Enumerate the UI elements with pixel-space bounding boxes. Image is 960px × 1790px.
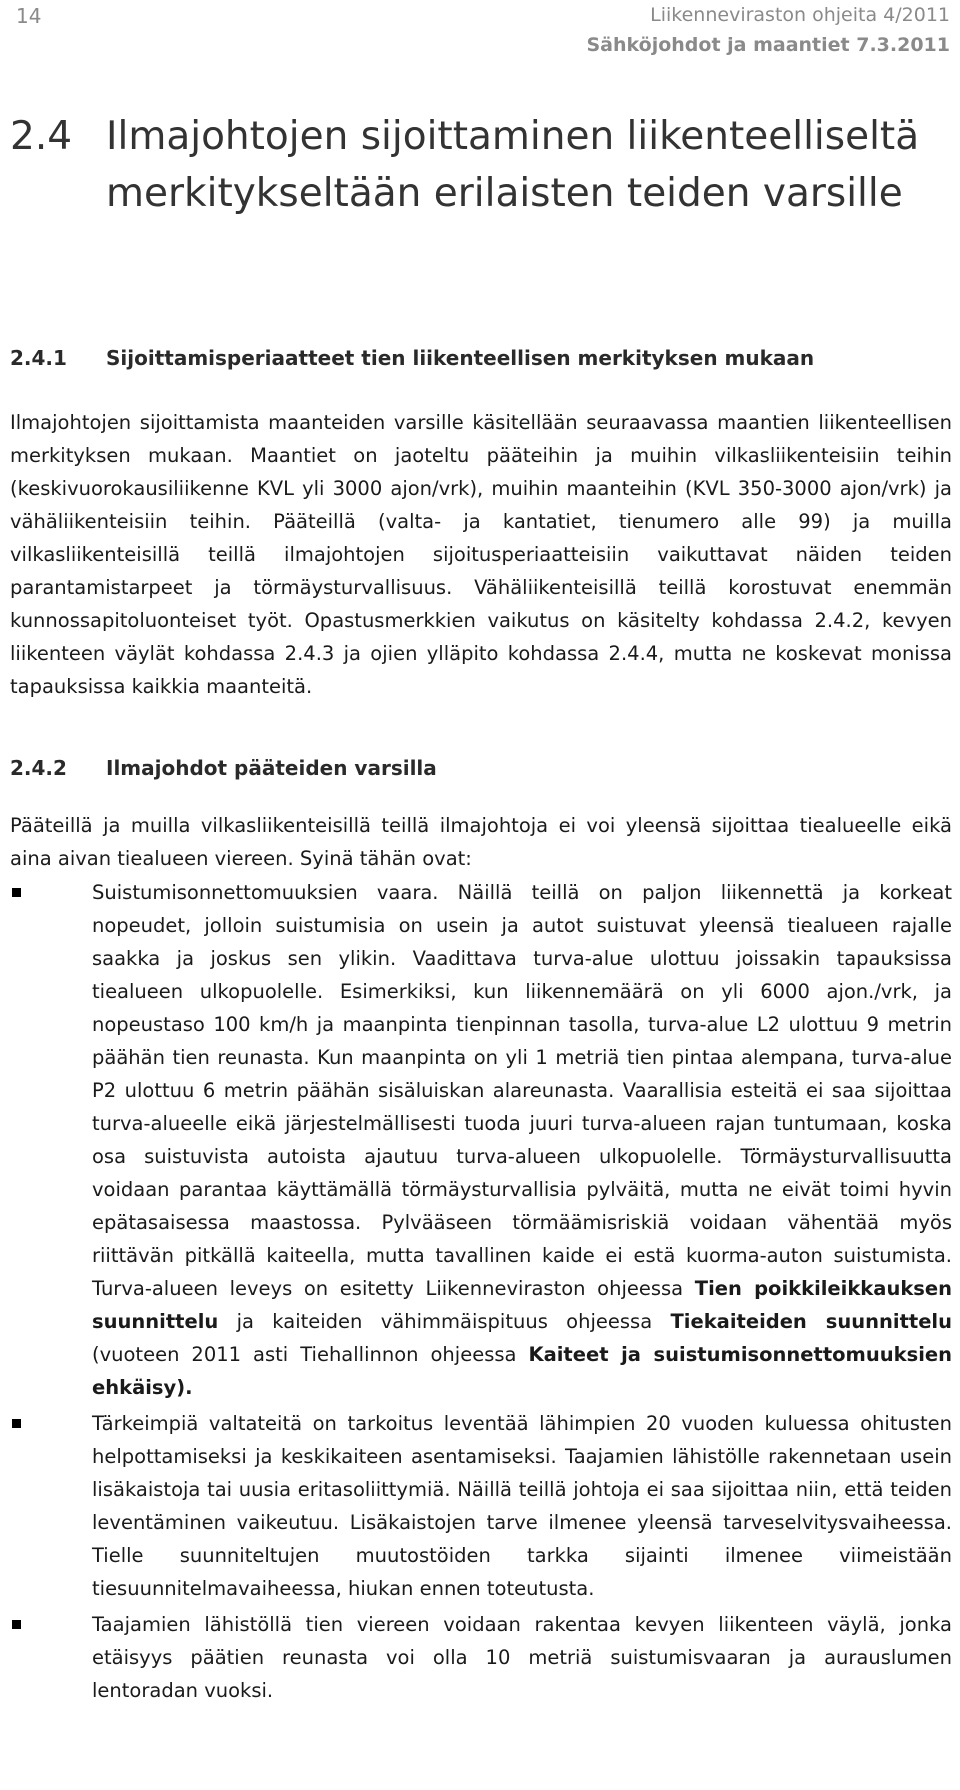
subsection-number: 2.4.2 (10, 756, 67, 780)
publication-title: Liikenneviraston ohjeita 4/2011 (650, 4, 950, 26)
section-number: 2.4 (10, 114, 73, 159)
section-heading (10, 108, 950, 222)
subsection-title: Sijoittamisperiaatteet tien liikenteellisen merkityksen mukaan (106, 346, 815, 370)
paragraph-principles: Ilmajohtojen sijoittamista maanteiden varsille käsitellään seuraavassa maantien liikenteellisen merkityksen mukaan. Maantiet on jaoteltu pääteihin ja muihin vilkasliikenteisiin teihin (keskivuorokausiliikenne KVL yli 3000 ajon/vrk), muihin maanteihin (KVL 350-3000 ajon/vrk) ja vähäliikenteisiin teihin. Pääteillä (valta- ja kantatiet, tienumero alle 99) ja muilla vilkasliikenteisillä teillä ilmajohtojen sijoitusperiaatteisiin vaikuttavat näiden teiden parantamistarpeet ja törmäysturvallisuus. Vähäliikenteisillä teillä korostuvat enemmän kunnossapitoluonteiset työt. Opastusmerkkien vaikutus on käsitelty kohdassa 2.4.2, kevyen liikenteen väylät kohdassa 2.4.3 ja ojien ylläpito kohdassa 2.4.4, mutta ne koskevat monissa tapauksissa kaikkia maanteitä. (10, 411, 952, 698)
bullet-text: (vuoteen 2011 asti Tiehallinnon ohjeessa (92, 1343, 529, 1366)
bullet-square-icon (12, 888, 21, 897)
bullet-text: Tärkeimpiä valtateitä on tarkoitus leventää lähimpien 20 vuoden kuluessa ohitusten helpottamiseksi ja keskikaiteen asentamiseksi. Taajamien lähistölle rakennetaan usein lisäkaistoja tai uusia eritasoliittymiä. Näillä teillä johtoja ei saa sijoittaa niin, että teiden leventäminen vaikeutuu. Lisäkaistojen tarve ilmenee yleensä tarveselvitysvaiheessa. Tielle suunniteltujen muutostöiden tarkka sijainti ilmenee viimeistään tiesuunnitelmavaiheessa, hiukan ennen toteutusta. (92, 1412, 952, 1600)
reasons-list (10, 876, 952, 1710)
bullet-text: Suistumisonnettomuuksien vaara. Näillä teillä on paljon liikennettä ja korkeat nopeudet, jolloin suistumisia on usein ja autot suistuvat yleensä tiealueen rajalle saakka ja joskus sen ylikin. Vaadittava turva-alue ulottuu joissakin tapauksissa tiealueen ulkopuolelle. Esimerkiksi, kun liikennemäärä on yli 6000 ajon./vrk, ja nopeustaso 100 km/h ja maanpinta tienpinnan tasolla, turva-alue L2 ulottuu 9 metrin päähän tien reunasta. Kun maanpinta on yli 1 metriä tien pintaa alempana, turva-alue P2 ulottuu 6 metrin päähän sisäluiskan alareunasta. Vaarallisia esteitä ei saa sijoittaa turva-alueelle eikä järjestelmällisesti tuoda juuri turva-alueen rajan tuntumaan, koska osa suistuvista autoista ajautuu turva-alueen ulkopuolelle. Törmäysturvallisuutta voidaan parantaa käyttämällä törmäysturvallisia pylväitä, mutta ne eivät toimi hyvin epätasaisessa maastossa. Pylvääseen törmäämisriskiä voidaan vähentää myös riittävän pitkällä kaiteella, mutta tavallinen kaide ei estä kuorma-auton suistumista. Turva-alueen leveys on esitetty Liikenneviraston ohjeessa (92, 881, 952, 1300)
bullet-square-icon (12, 1620, 21, 1629)
bullet-text: Taajamien lähistöllä tien viereen voidaan rakentaa kevyen liikenteen väylä, jonka etäisyys päätien reunasta voi olla 10 metriä suistumisvaaran ja aurauslumen lentoradan vuoksi. (92, 1613, 952, 1702)
publication-subtitle: Sähköjohdot ja maantiet 7.3.2011 (586, 34, 950, 56)
reference-title: Kaiteet ja suistumisonnettomuuksien ehkäisy). (92, 1343, 952, 1399)
reference-title: Tien poikkileikkauksen suunnittelu (92, 1277, 953, 1333)
subsection-number: 2.4.1 (10, 346, 67, 370)
bullet-text: ja kaiteiden vähimmäispituus ohjeessa (218, 1310, 671, 1333)
list-item (10, 1407, 952, 1605)
section-title: Ilmajohtojen sijoittaminen liikenteelliseltä merkitykseltään erilaisten teiden varsille (106, 114, 920, 216)
page-number: 14 (16, 4, 42, 28)
list-item (10, 1608, 952, 1707)
bullet-square-icon (12, 1419, 21, 1428)
page-header (0, 0, 960, 80)
reference-title: Tiekaiteiden suunnittelu (670, 1310, 952, 1333)
subsection-heading-2 (10, 756, 950, 780)
paragraph-main-roads: Pääteillä ja muilla vilkasliikenteisillä teillä ilmajohtoja ei voi yleensä sijoittaa tiealueelle eikä aina aivan tiealueen viereen. Syinä tähän ovat: (10, 814, 952, 870)
subsection-title: Ilmajohdot pääteiden varsilla (106, 756, 437, 780)
subsection-heading-1 (10, 346, 950, 370)
list-item (10, 876, 952, 1404)
